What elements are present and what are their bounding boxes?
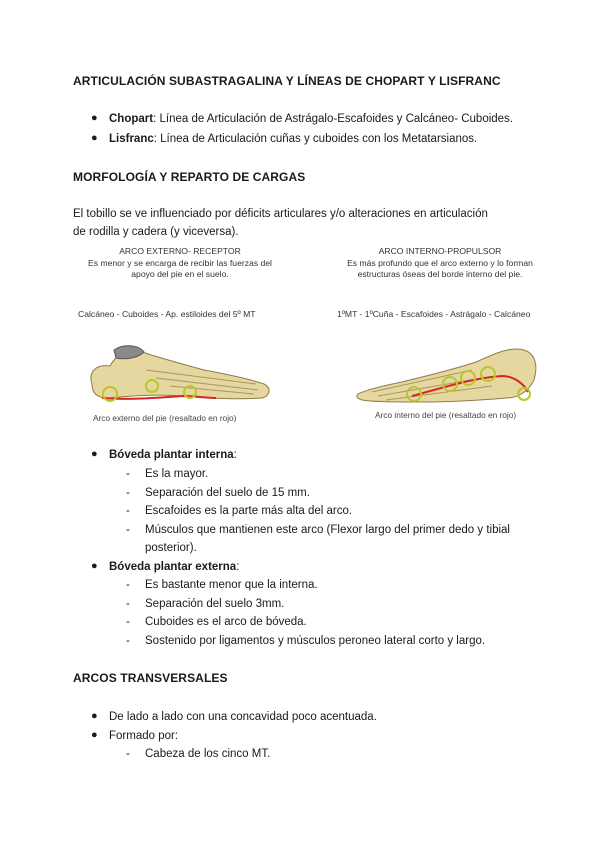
left-figure-caption: Arco externo del pie (resaltado en rojo) (93, 413, 237, 423)
right-arch-heading: ARCO INTERNO-PROPULSOR (378, 246, 502, 256)
section-title-subastragalina: ARTICULACIÓN SUBASTRAGALINA Y LÍNEAS DE CHOPART Y LISFRANC (73, 74, 501, 88)
dash-icon: - (126, 748, 130, 760)
left-arch-desc-2: apoyo del pie en el suelo. (131, 269, 229, 279)
bullet-icon: ● (91, 132, 98, 144)
inner-arch-foot-illustration (352, 340, 542, 416)
external-item: Cuboides es el arco de bóveda. (145, 616, 307, 628)
right-arch-desc-2: estructuras óseas del borde interno del pie. (357, 269, 523, 279)
internal-item: Músculos que mantienen este arco (Flexor largo del primer dedo y tibial (145, 524, 510, 536)
bullet-icon: ● (91, 729, 98, 741)
external-item: Es bastante menor que la interna. (145, 579, 318, 591)
right-arch-bones: 1ºMT - 1ºCuña - Escafoides - Astrágalo - Calcáneo (337, 309, 531, 319)
intro-line-1: El tobillo se ve influenciado por déficits articulares y/o alteraciones en articulación (73, 208, 488, 220)
dash-icon: - (126, 524, 130, 536)
internal-vault-heading (109, 449, 237, 461)
left-arch-bones: Calcáneo - Cuboides - Ap. estiloides del 5º MT (78, 309, 256, 319)
external-vault-heading (109, 561, 239, 573)
list-item-lisfranc (109, 133, 477, 145)
internal-item: Separación del suelo de 15 mm. (145, 487, 310, 499)
section-title-arcos-transversales: ARCOS TRANSVERSALES (73, 671, 228, 685)
external-vault-colon: : (236, 561, 240, 573)
dash-icon: - (126, 579, 130, 591)
left-arch-desc-1: Es menor y se encarga de recibir las fuerzas del (88, 258, 272, 268)
dash-icon: - (126, 635, 130, 647)
right-arch-desc-1: Es más profundo que el arco externo y lo forman (347, 258, 533, 268)
bullet-icon: ● (91, 448, 98, 460)
transversal-item: Formado por: (109, 730, 179, 742)
external-item: Sostenido por ligamentos y músculos peroneo lateral corto y largo. (145, 635, 486, 647)
internal-vault-term: Bóveda plantar interna (109, 449, 234, 461)
right-figure-caption: Arco interno del pie (resaltado en rojo) (375, 410, 517, 420)
term-chopart: Chopart (109, 113, 154, 125)
internal-item-continued: posterior). (145, 542, 197, 554)
outer-arch-foot-illustration (86, 340, 276, 416)
term-lisfranc: Lisfranc (109, 133, 154, 145)
section-title-morfologia: MORFOLOGÍA Y REPARTO DE CARGAS (73, 170, 306, 184)
definition-chopart: : Línea de Articulación de Astrágalo-Escafoides y Calcáneo- Cuboides. (153, 113, 514, 125)
intro-line-2: de rodilla y cadera (y viceversa). (73, 226, 239, 238)
internal-item: Es la mayor. (145, 468, 209, 480)
internal-item: Escafoides es la parte más alta del arco. (145, 505, 353, 517)
external-item: Separación del suelo 3mm. (145, 598, 285, 610)
transversal-item: De lado a lado con una concavidad poco acentuada. (109, 711, 377, 723)
dash-icon: - (126, 468, 130, 480)
dash-icon: - (126, 487, 130, 499)
external-vault-term: Bóveda plantar externa (109, 561, 237, 573)
transversal-subitem: Cabeza de los cinco MT. (145, 748, 271, 760)
dash-icon: - (126, 505, 130, 517)
definition-lisfranc: : Línea de Articulación cuñas y cuboides con los Metatarsianos. (153, 133, 478, 145)
bullet-icon: ● (91, 710, 98, 722)
internal-vault-colon: : (233, 449, 237, 461)
bullet-icon: ● (91, 112, 98, 124)
left-arch-heading: ARCO EXTERNO- RECEPTOR (119, 246, 241, 256)
dash-icon: - (126, 616, 130, 628)
dash-icon: - (126, 598, 130, 610)
list-item-chopart (109, 113, 513, 125)
bullet-icon: ● (91, 560, 98, 572)
